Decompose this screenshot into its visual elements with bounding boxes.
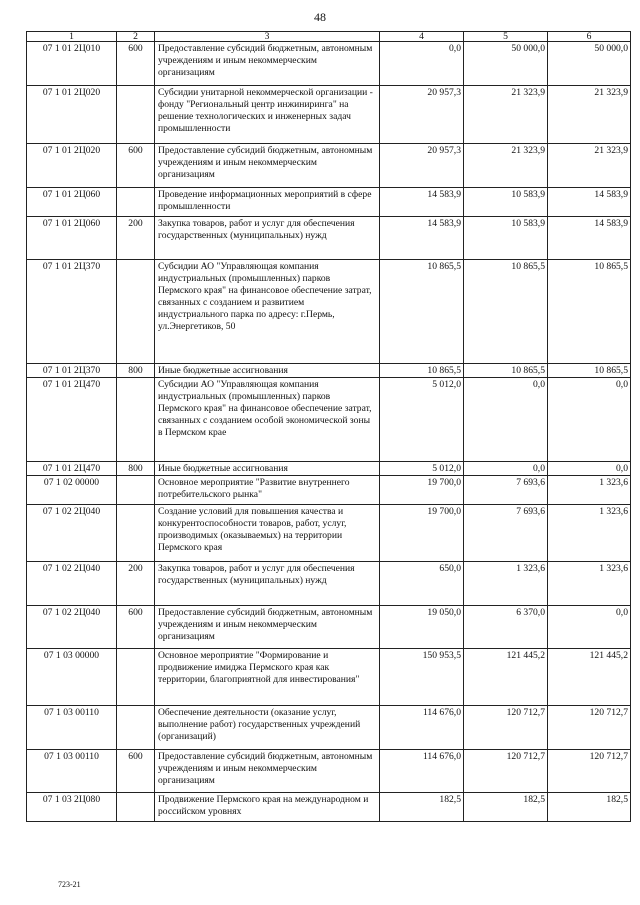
row-value-col4: 14 583,9 xyxy=(380,188,464,217)
row-value-col4: 5 012,0 xyxy=(380,461,464,475)
row-value-col6: 182,5 xyxy=(548,792,631,821)
row-expense-type: 200 xyxy=(117,217,155,260)
row-name: Продвижение Пермского края на международном и российском уровнях xyxy=(155,792,380,821)
row-name: Предоставление субсидий бюджетным, автономным учреждениям и иным некоммерческим организациям xyxy=(155,749,380,792)
header-col-6: 6 xyxy=(548,32,631,42)
row-value-col4: 19 700,0 xyxy=(380,504,464,561)
row-value-col6: 21 323,9 xyxy=(548,144,631,188)
row-code: 07 1 03 00000 xyxy=(27,648,117,705)
row-value-col4: 19 700,0 xyxy=(380,475,464,504)
row-expense-type xyxy=(117,792,155,821)
row-value-col4: 0,0 xyxy=(380,42,464,86)
row-value-col4: 19 050,0 xyxy=(380,605,464,648)
row-value-col5: 10 583,9 xyxy=(464,217,548,260)
header-col-5: 5 xyxy=(464,32,548,42)
row-value-col6: 1 323,6 xyxy=(548,504,631,561)
row-value-col5: 10 583,9 xyxy=(464,188,548,217)
row-code: 07 1 01 2Ц470 xyxy=(27,461,117,475)
row-expense-type: 800 xyxy=(117,364,155,378)
row-code: 07 1 01 2Ц470 xyxy=(27,377,117,461)
header-col-4: 4 xyxy=(380,32,464,42)
row-value-col4: 114 676,0 xyxy=(380,749,464,792)
row-expense-type xyxy=(117,504,155,561)
row-name: Иные бюджетные ассигнования xyxy=(155,364,380,378)
table-row xyxy=(27,605,631,648)
row-code: 07 1 02 2Ц040 xyxy=(27,504,117,561)
row-value-col5: 10 865,5 xyxy=(464,364,548,378)
row-value-col4: 114 676,0 xyxy=(380,705,464,749)
row-expense-type xyxy=(117,705,155,749)
row-value-col5: 121 445,2 xyxy=(464,648,548,705)
row-value-col5: 182,5 xyxy=(464,792,548,821)
row-value-col5: 120 712,7 xyxy=(464,705,548,749)
row-name: Предоставление субсидий бюджетным, автономным учреждениям и иным некоммерческим организациям xyxy=(155,605,380,648)
row-value-col6: 14 583,9 xyxy=(548,217,631,260)
row-code: 07 1 01 2Ц010 xyxy=(27,42,117,86)
row-value-col5: 50 000,0 xyxy=(464,42,548,86)
row-value-col6: 120 712,7 xyxy=(548,705,631,749)
row-value-col6: 1 323,6 xyxy=(548,475,631,504)
row-name: Основное мероприятие "Развитие внутреннего потребительского рынка" xyxy=(155,475,380,504)
row-value-col5: 120 712,7 xyxy=(464,749,548,792)
row-code: 07 1 02 2Ц040 xyxy=(27,605,117,648)
table-row xyxy=(27,42,631,86)
row-value-col6: 120 712,7 xyxy=(548,749,631,792)
row-expense-type xyxy=(117,377,155,461)
header-col-3: 3 xyxy=(155,32,380,42)
row-code: 07 1 01 2Ц060 xyxy=(27,188,117,217)
row-value-col6: 1 323,6 xyxy=(548,561,631,605)
row-expense-type: 600 xyxy=(117,605,155,648)
row-value-col4: 20 957,3 xyxy=(380,86,464,144)
row-value-col5: 1 323,6 xyxy=(464,561,548,605)
header-col-2: 2 xyxy=(117,32,155,42)
row-name: Иные бюджетные ассигнования xyxy=(155,461,380,475)
row-value-col5: 7 693,6 xyxy=(464,504,548,561)
row-value-col5: 0,0 xyxy=(464,461,548,475)
row-expense-type xyxy=(117,86,155,144)
budget-table xyxy=(26,31,631,822)
row-name: Предоставление субсидий бюджетным, автономным учреждениям и иным некоммерческим организациям xyxy=(155,42,380,86)
table-row xyxy=(27,561,631,605)
row-code: 07 1 01 2Ц020 xyxy=(27,86,117,144)
table-row xyxy=(27,260,631,364)
table-row xyxy=(27,377,631,461)
row-expense-type xyxy=(117,648,155,705)
row-value-col4: 150 953,5 xyxy=(380,648,464,705)
row-expense-type: 200 xyxy=(117,561,155,605)
table-row xyxy=(27,705,631,749)
row-value-col5: 6 370,0 xyxy=(464,605,548,648)
row-value-col4: 10 865,5 xyxy=(380,260,464,364)
row-expense-type xyxy=(117,188,155,217)
table-row xyxy=(27,364,631,378)
row-value-col5: 0,0 xyxy=(464,377,548,461)
row-expense-type xyxy=(117,475,155,504)
header-col-1: 1 xyxy=(27,32,117,42)
row-value-col4: 182,5 xyxy=(380,792,464,821)
row-value-col4: 650,0 xyxy=(380,561,464,605)
footer-code: 723-21 xyxy=(58,880,81,889)
row-name: Обеспечение деятельности (оказание услуг, выполнение работ) государственных учреждений (организаций) xyxy=(155,705,380,749)
row-code: 07 1 01 2Ц370 xyxy=(27,364,117,378)
row-name: Создание условий для повышения качества и конкурентоспособности товаров, работ, услуг, производимых (оказываемых) на территории Пермского края xyxy=(155,504,380,561)
row-name: Закупка товаров, работ и услуг для обеспечения государственных (муниципальных) нужд xyxy=(155,561,380,605)
row-code: 07 1 02 2Ц040 xyxy=(27,561,117,605)
table-row xyxy=(27,648,631,705)
row-value-col6: 0,0 xyxy=(548,461,631,475)
row-expense-type: 600 xyxy=(117,749,155,792)
row-value-col6: 0,0 xyxy=(548,605,631,648)
row-value-col4: 20 957,3 xyxy=(380,144,464,188)
page-number: 48 xyxy=(314,10,326,24)
row-expense-type: 800 xyxy=(117,461,155,475)
row-value-col4: 14 583,9 xyxy=(380,217,464,260)
row-value-col5: 21 323,9 xyxy=(464,86,548,144)
table-row xyxy=(27,144,631,188)
table-row xyxy=(27,461,631,475)
row-value-col6: 50 000,0 xyxy=(548,42,631,86)
row-value-col6: 121 445,2 xyxy=(548,648,631,705)
row-value-col6: 21 323,9 xyxy=(548,86,631,144)
row-code: 07 1 01 2Ц060 xyxy=(27,217,117,260)
row-expense-type xyxy=(117,260,155,364)
row-value-col6: 14 583,9 xyxy=(548,188,631,217)
row-name: Основное мероприятие "Формирование и продвижение имиджа Пермского края как территории, благоприятной для инвестирования" xyxy=(155,648,380,705)
row-name: Предоставление субсидий бюджетным, автономным учреждениям и иным некоммерческим организациям xyxy=(155,144,380,188)
row-name: Субсидии АО "Управляющая компания индустриальных (промышленных) парков Пермского края" на финансовое обеспечение затрат, связанных с созданием и развитием индустриального парка по адресу: г.Пермь, ул.Энергетиков, 50 xyxy=(155,260,380,364)
table-row xyxy=(27,475,631,504)
table-row xyxy=(27,792,631,821)
row-value-col5: 7 693,6 xyxy=(464,475,548,504)
row-expense-type: 600 xyxy=(117,144,155,188)
row-value-col5: 21 323,9 xyxy=(464,144,548,188)
table-row xyxy=(27,188,631,217)
row-expense-type: 600 xyxy=(117,42,155,86)
row-name: Субсидии АО "Управляющая компания индустриальных (промышленных) парков Пермского края" на финансовое обеспечение затрат, связанных с созданием особой экономической зоны в Пермском крае xyxy=(155,377,380,461)
row-code: 07 1 02 00000 xyxy=(27,475,117,504)
row-code: 07 1 03 2Ц080 xyxy=(27,792,117,821)
table-header-row xyxy=(27,32,631,42)
row-name: Проведение информационных мероприятий в сфере промышленности xyxy=(155,188,380,217)
row-value-col4: 5 012,0 xyxy=(380,377,464,461)
row-value-col6: 10 865,5 xyxy=(548,364,631,378)
row-value-col4: 10 865,5 xyxy=(380,364,464,378)
row-value-col6: 0,0 xyxy=(548,377,631,461)
table-row xyxy=(27,86,631,144)
row-code: 07 1 01 2Ц020 xyxy=(27,144,117,188)
row-value-col6: 10 865,5 xyxy=(548,260,631,364)
row-code: 07 1 03 00110 xyxy=(27,749,117,792)
table-row xyxy=(27,217,631,260)
table-row xyxy=(27,504,631,561)
table-row xyxy=(27,749,631,792)
row-code: 07 1 01 2Ц370 xyxy=(27,260,117,364)
row-name: Закупка товаров, работ и услуг для обеспечения государственных (муниципальных) нужд xyxy=(155,217,380,260)
row-code: 07 1 03 00110 xyxy=(27,705,117,749)
row-name: Субсидии унитарной некоммерческой организации - фонду "Региональный центр инжиниринга" на решение технологических и инженерных задач промышленности xyxy=(155,86,380,144)
row-value-col5: 10 865,5 xyxy=(464,260,548,364)
